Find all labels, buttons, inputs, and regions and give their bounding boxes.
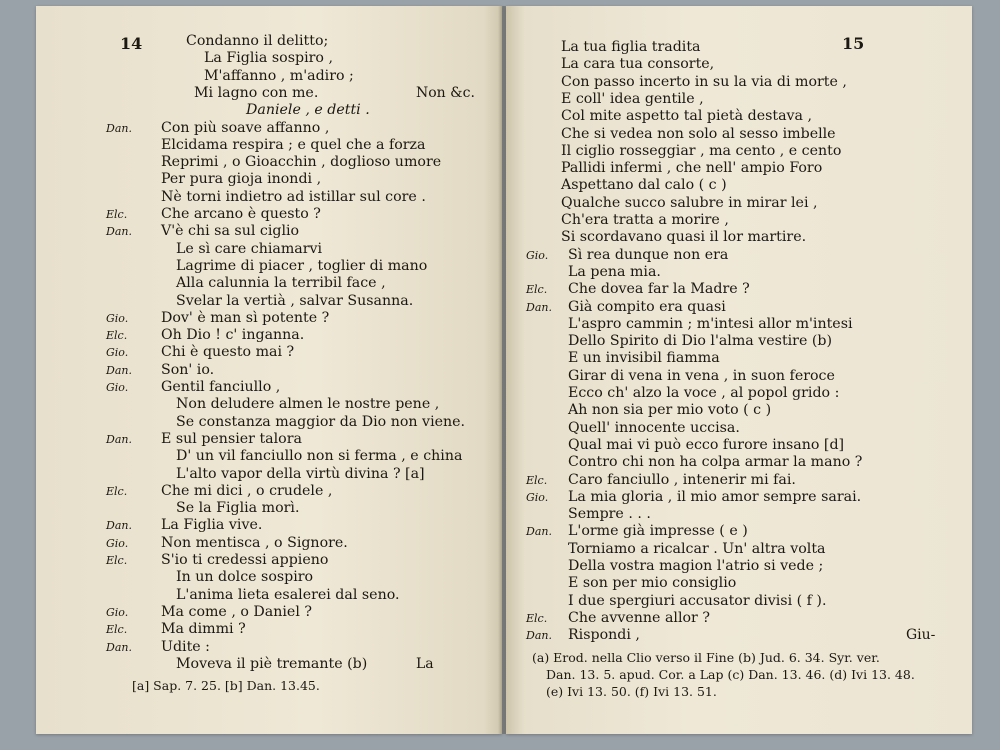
text-line: Son' io. <box>161 361 215 378</box>
speaker-label: Elc. <box>106 208 128 221</box>
text-line: E coll' idea gentile , <box>561 90 704 107</box>
text-line: Non mentisca , o Signore. <box>161 534 348 551</box>
text-line: Nè torni indietro ad istillar sul core . <box>161 188 426 205</box>
text-line: Sempre . . . <box>568 506 651 523</box>
text-line: Alla calunnia la terribil face , <box>176 275 386 292</box>
text-line: Che mi dici , o crudele , <box>161 482 333 499</box>
text-line: Della vostra magion l'atrio si vede ; <box>568 558 824 574</box>
text-line: Ah non sia per mio voto ( c ) <box>568 402 772 419</box>
speaker-label: Dan. <box>106 363 132 377</box>
text-line: Qual mai vi può ecco furore insano [d] <box>568 436 845 453</box>
speaker-label: Elc. <box>526 473 548 487</box>
speaker-label: Gio. <box>106 381 129 394</box>
speaker-label: Gio. <box>526 248 549 262</box>
footnote-line: Dan. 13. 5. apud. Cor. a Lap (c) Dan. 13. 46. (d) Ivi 13. 48. <box>546 666 915 682</box>
footnote-line: (a) Erod. nella Clio verso il Fine (b) Jud. 6. 34. Syr. ver. <box>532 649 880 665</box>
text-line: Ecco ch' alzo la voce , al popol grido : <box>568 385 840 401</box>
speaker-label: Elc. <box>106 554 128 567</box>
speaker-label: Dan. <box>526 629 552 643</box>
text-line: Ma dimmi ? <box>161 621 246 638</box>
text-line: Il ciglio rosseggiar , ma cento , e cento <box>561 142 842 159</box>
open-book <box>36 6 972 741</box>
text-line: La Figlia vive. <box>161 517 263 534</box>
speaker-label: Dan. <box>106 432 132 446</box>
text-line: Che avvenne allor ? <box>568 609 710 626</box>
text-line: Col mite aspetto tal pietà destava , <box>561 108 813 125</box>
footnote-line: (e) Ivi 13. 50. (f) Ivi 13. 51. <box>546 684 717 700</box>
speaker-label: Gio. <box>106 536 129 550</box>
speaker-label: Elc. <box>106 484 128 498</box>
catchword: Non &c. <box>416 84 475 101</box>
left-page <box>36 6 502 734</box>
text-line: Che arcano è questo ? <box>161 206 321 222</box>
speaker-label: Gio. <box>106 605 129 619</box>
footnote-line: [a] Sap. 7. 25. [b] Dan. 13.45. <box>132 678 320 694</box>
right-page <box>506 6 972 734</box>
text-line: Ch'era tratta a morire , <box>561 212 729 228</box>
text-line: Pallidi infermi , che nell' ampio Foro <box>561 160 823 177</box>
text-line: E un invisibil fiamma <box>568 350 720 367</box>
text-line: Non deludere almen le nostre pene , <box>176 396 440 413</box>
text-line: Lagrime di piacer , toglier di mano <box>176 257 428 274</box>
text-line: Che si vedea non solo al sesso imbelle <box>561 125 836 142</box>
text-line: Reprimi , o Gioacchin , doglioso umore <box>161 154 442 171</box>
text-line: La mia gloria , il mio amor sempre sarai. <box>568 488 862 505</box>
speaker-label: Elc. <box>526 283 548 297</box>
speaker-label: Elc. <box>526 611 548 625</box>
text-line: Per pura gioja inondi , <box>161 171 322 188</box>
text-line: E son per mio consiglio <box>568 575 737 592</box>
speaker-label: Dan. <box>526 525 552 539</box>
speaker-label: Dan. <box>106 225 132 239</box>
text-line: Condanno il delitto; <box>186 33 329 49</box>
text-line: Se la Figlia morì. <box>176 500 300 517</box>
text-line: La tua figlia tradita <box>561 39 701 55</box>
text-line: Con passo incerto in su la via di morte , <box>561 73 847 90</box>
speaker-label: Gio. <box>106 311 129 325</box>
text-line: Caro fanciullo , intenerir mi fai. <box>568 471 796 488</box>
text-line: Girar di vena in vena , in suon feroce <box>568 367 835 384</box>
text-line: L'anima lieta esalerei dal seno. <box>176 586 400 603</box>
text-line: L'orme già impresse ( e ) <box>568 523 748 540</box>
text-line: Elcidama respira ; e quel che a forza <box>161 136 426 153</box>
text-line: Gentil fanciullo , <box>161 379 281 395</box>
text-line: M'affanno , m'adiro ; <box>204 67 354 84</box>
text-line: Che dovea far la Madre ? <box>568 281 750 298</box>
text-line: S'io ti credessi appieno <box>161 552 329 568</box>
catchword: Giu- <box>906 627 936 644</box>
speaker-label: Elc. <box>106 623 128 637</box>
text-line: Dello Spirito di Dio l'alma vestire (b) <box>568 333 833 350</box>
text-line: E sul pensier talora <box>161 430 302 447</box>
speaker-label: Gio. <box>526 490 549 504</box>
text-line: Mi lagno con me. <box>194 84 319 101</box>
text-line: Quell' innocente uccisa. <box>568 419 740 436</box>
text-line: Già compito era quasi <box>568 298 726 315</box>
text-line: Con più soave affanno , <box>161 119 330 136</box>
text-line: Si scordavano quasi il lor martire. <box>561 229 807 246</box>
text-line: In un dolce sospiro <box>176 569 314 586</box>
text-line: Daniele , e detti . <box>246 102 370 119</box>
text-line: La pena mia. <box>568 263 661 280</box>
text-line: La Figlia sospiro , <box>204 50 333 67</box>
text-line: Udite : <box>161 638 210 655</box>
text-line: Sì rea dunque non era <box>568 246 729 263</box>
page-number-right: 15 <box>842 34 865 53</box>
catchword: La <box>416 655 434 672</box>
text-line: Se constanza maggior da Dio non viene. <box>176 413 466 430</box>
page-number-left: 14 <box>120 34 143 53</box>
text-line: Chi è questo mai ? <box>161 344 295 361</box>
text-line: Le sì care chiamarvi <box>176 240 323 257</box>
text-line: La cara tua consorte, <box>561 56 715 73</box>
text-line: Aspettano dal calo ( c ) <box>561 177 727 194</box>
text-line: Moveva il piè tremante (b) <box>176 655 368 672</box>
text-line: Ma come , o Daniel ? <box>161 603 312 620</box>
text-line: Rispondi , <box>568 627 640 644</box>
text-line: Torniamo a ricalcar . Un' altra volta <box>568 540 826 557</box>
text-line: V'è chi sa sul ciglio <box>161 223 300 240</box>
text-line: I due spergiuri accusator divisi ( f ). <box>568 592 827 609</box>
text-line: Qualche succo salubre in mirar lei , <box>561 194 818 211</box>
speaker-label: Dan. <box>106 640 132 654</box>
text-line: Oh Dio ! c' inganna. <box>161 327 305 344</box>
text-line: L'alto vapor della virtù divina ? [a] <box>176 465 425 482</box>
text-line: D' un vil fanciullo non si ferma , e china <box>176 448 463 465</box>
speaker-label: Dan. <box>106 519 132 533</box>
text-line: L'aspro cammin ; m'intesi allor m'intesi <box>568 315 853 332</box>
text-line: Svelar la vertià , salvar Susanna. <box>176 292 414 309</box>
speaker-label: Dan. <box>106 121 132 135</box>
speaker-label: Elc. <box>106 329 128 343</box>
speaker-label: Gio. <box>106 346 129 360</box>
speaker-label: Dan. <box>526 300 552 314</box>
text-line: Contro chi non ha colpa armar la mano ? <box>568 454 863 471</box>
text-line: Dov' è man sì potente ? <box>161 309 330 326</box>
